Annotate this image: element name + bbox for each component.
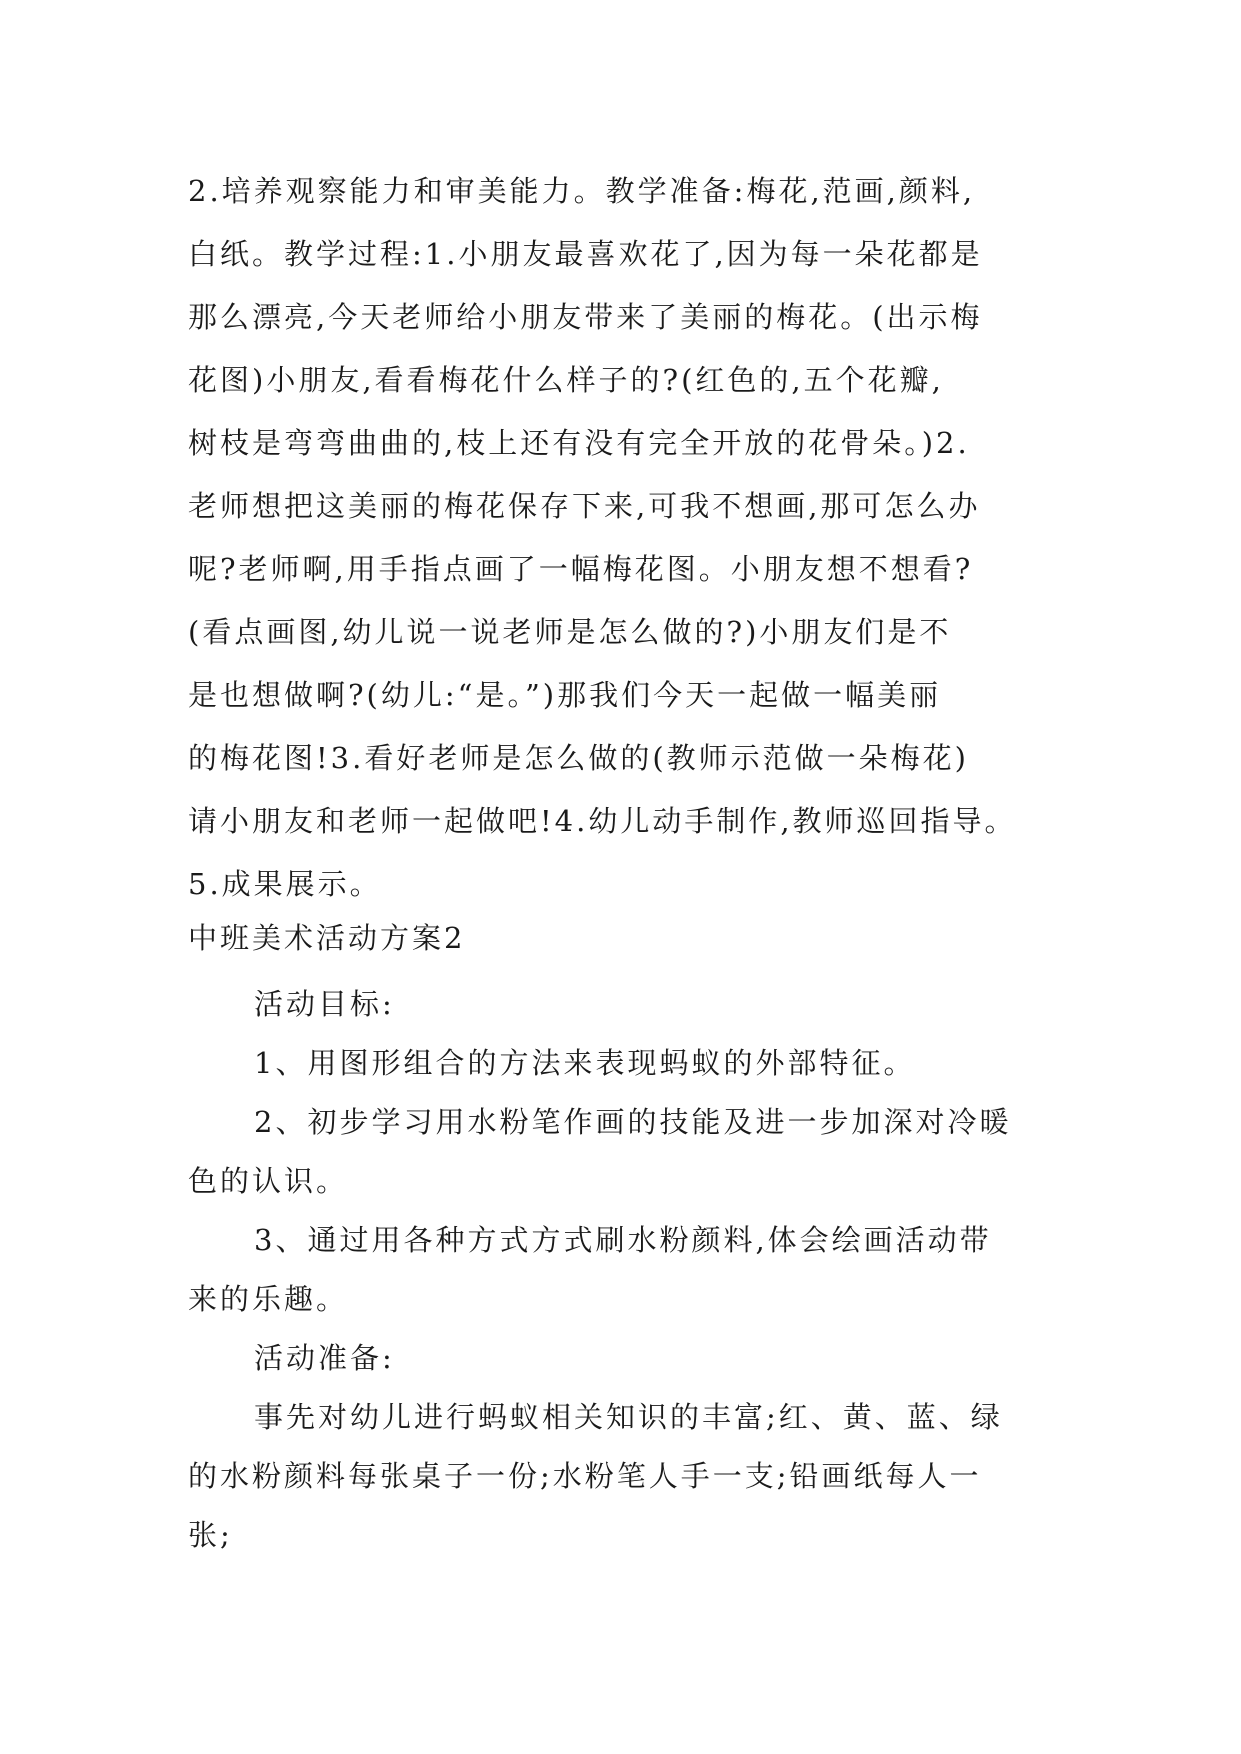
text-line: 呢?老师啊,用手指点画了一幅梅花图。小朋友想不想看? bbox=[188, 552, 974, 586]
text-line: 那么漂亮,今天老师给小朋友带来了美丽的梅花。(出示梅 bbox=[188, 300, 983, 334]
text-line: 张; bbox=[188, 1518, 233, 1552]
text-line: 5.成果展示。 bbox=[188, 867, 382, 901]
text-line: 2、初步学习用水粉笔作画的技能及进一步加深对冷暖 bbox=[254, 1105, 1012, 1139]
text-line: 树枝是弯弯曲曲的,枝上还有没有完全开放的花骨朵。)2. bbox=[188, 426, 970, 460]
text-line: 白纸。教学过程:1.小朋友最喜欢花了,因为每一朵花都是 bbox=[188, 237, 983, 271]
text-line: 事先对幼儿进行蚂蚁相关知识的丰富;红、黄、蓝、绿 bbox=[254, 1400, 1003, 1434]
text-line: 2.培养观察能力和审美能力。教学准备:梅花,范画,颜料, bbox=[188, 174, 976, 208]
text-line: 来的乐趣。 bbox=[188, 1282, 349, 1316]
text-line: 老师想把这美丽的梅花保存下来,可我不想画,那可怎么办 bbox=[188, 489, 981, 523]
paragraph-teaching-process bbox=[188, 160, 1088, 916]
section-body bbox=[188, 975, 1088, 1565]
text-line: 是也想做啊?(幼儿:“是。”)那我们今天一起做一幅美丽 bbox=[188, 678, 942, 712]
text-line: 1、用图形组合的方法来表现蚂蚁的外部特征。 bbox=[254, 1046, 916, 1080]
subheading-preparation: 活动准备: bbox=[254, 1341, 395, 1375]
text-line: 3、通过用各种方式方式刷水粉颜料,体会绘画活动带 bbox=[254, 1223, 992, 1257]
text-line: 请小朋友和老师一起做吧!4.幼儿动手制作,教师巡回指导。 bbox=[188, 804, 1017, 838]
text-line: 色的认识。 bbox=[188, 1164, 349, 1198]
text-line: 花图)小朋友,看看梅花什么样子的?(红色的,五个花瓣, bbox=[188, 363, 944, 397]
text-line: (看点画图,幼儿说一说老师是怎么做的?)小朋友们是不 bbox=[188, 615, 952, 649]
text-line: 的梅花图!3.看好老师是怎么做的(教师示范做一朵梅花) bbox=[188, 741, 969, 775]
section-heading: 中班美术活动方案2 bbox=[188, 921, 466, 955]
text-line: 的水粉颜料每张桌子一份;水粉笔人手一支;铅画纸每人一 bbox=[188, 1459, 982, 1493]
subheading-goals: 活动目标: bbox=[254, 987, 395, 1021]
